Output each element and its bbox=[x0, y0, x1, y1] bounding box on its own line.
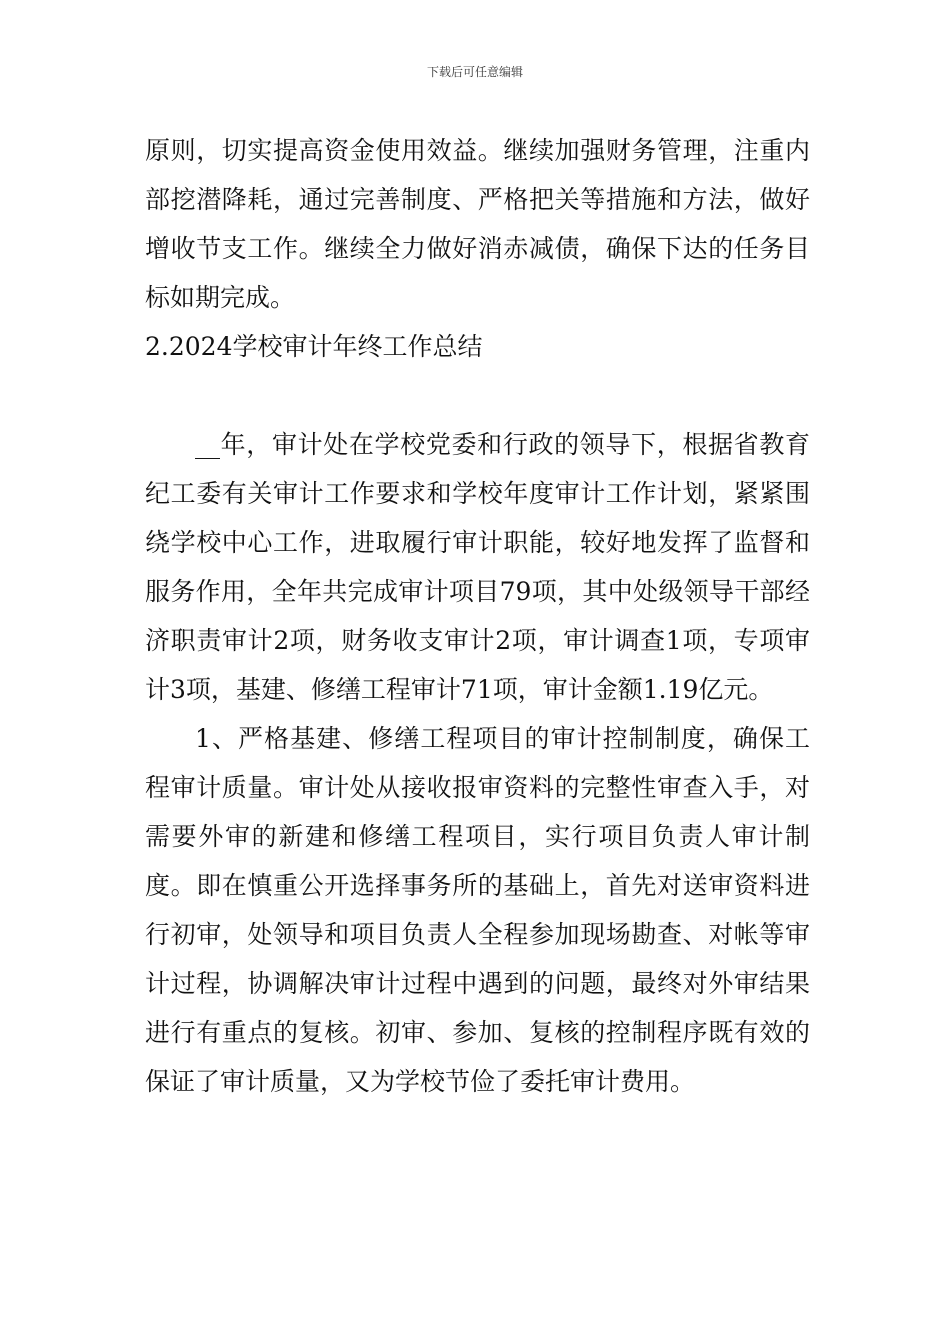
page-header-note: 下载后可任意编辑 bbox=[426, 65, 523, 79]
blank-line bbox=[145, 371, 810, 420]
paragraph-continuation: 原则，切实提高资金使用效益。继续加强财务管理，注重内部挖潜降耗，通过完善制度、严格把关等措施和方法，做好增收节支工作。继续全力做好消赤减债，确保下达的任务目标如期完成。 bbox=[145, 136, 810, 312]
paragraph-item-1: 1、严格基建、修缮工程项目的审计控制制度，确保工程审计质量。审计处从接收报审资料的完整性审查入手，对需要外审的新建和修缮工程项目，实行项目负责人审计制度。即在慎重公开选择事务所的基础上，首先对送审资料进行初审，处领导和项目负责人全程参加现场勘查、对帐等审计过程，协调解决审计过程中遇到的问题，最终对外审结果进行有重点的复核。初审、参加、复核的控制程序既有效的保证了审计质量，又为学校节俭了委托审计费用。 bbox=[145, 724, 810, 1096]
section-heading: 2.2024学校审计年终工作总结 bbox=[145, 332, 483, 361]
document-body bbox=[145, 126, 810, 1106]
paragraph-summary: __年，审计处在学校党委和行政的领导下，根据省教育纪工委有关审计工作要求和学校年度审计工作计划，紧紧围绕学校中心工作，进取履行审计职能，较好地发挥了监督和服务作用，全年共完成审计项目79项，其中处级领导干部经济职责审计2项，财务收支审计2项，审计调查1项，专项审计3项，基建、修缮工程审计71项，审计金额1.19亿元。 bbox=[145, 430, 810, 704]
